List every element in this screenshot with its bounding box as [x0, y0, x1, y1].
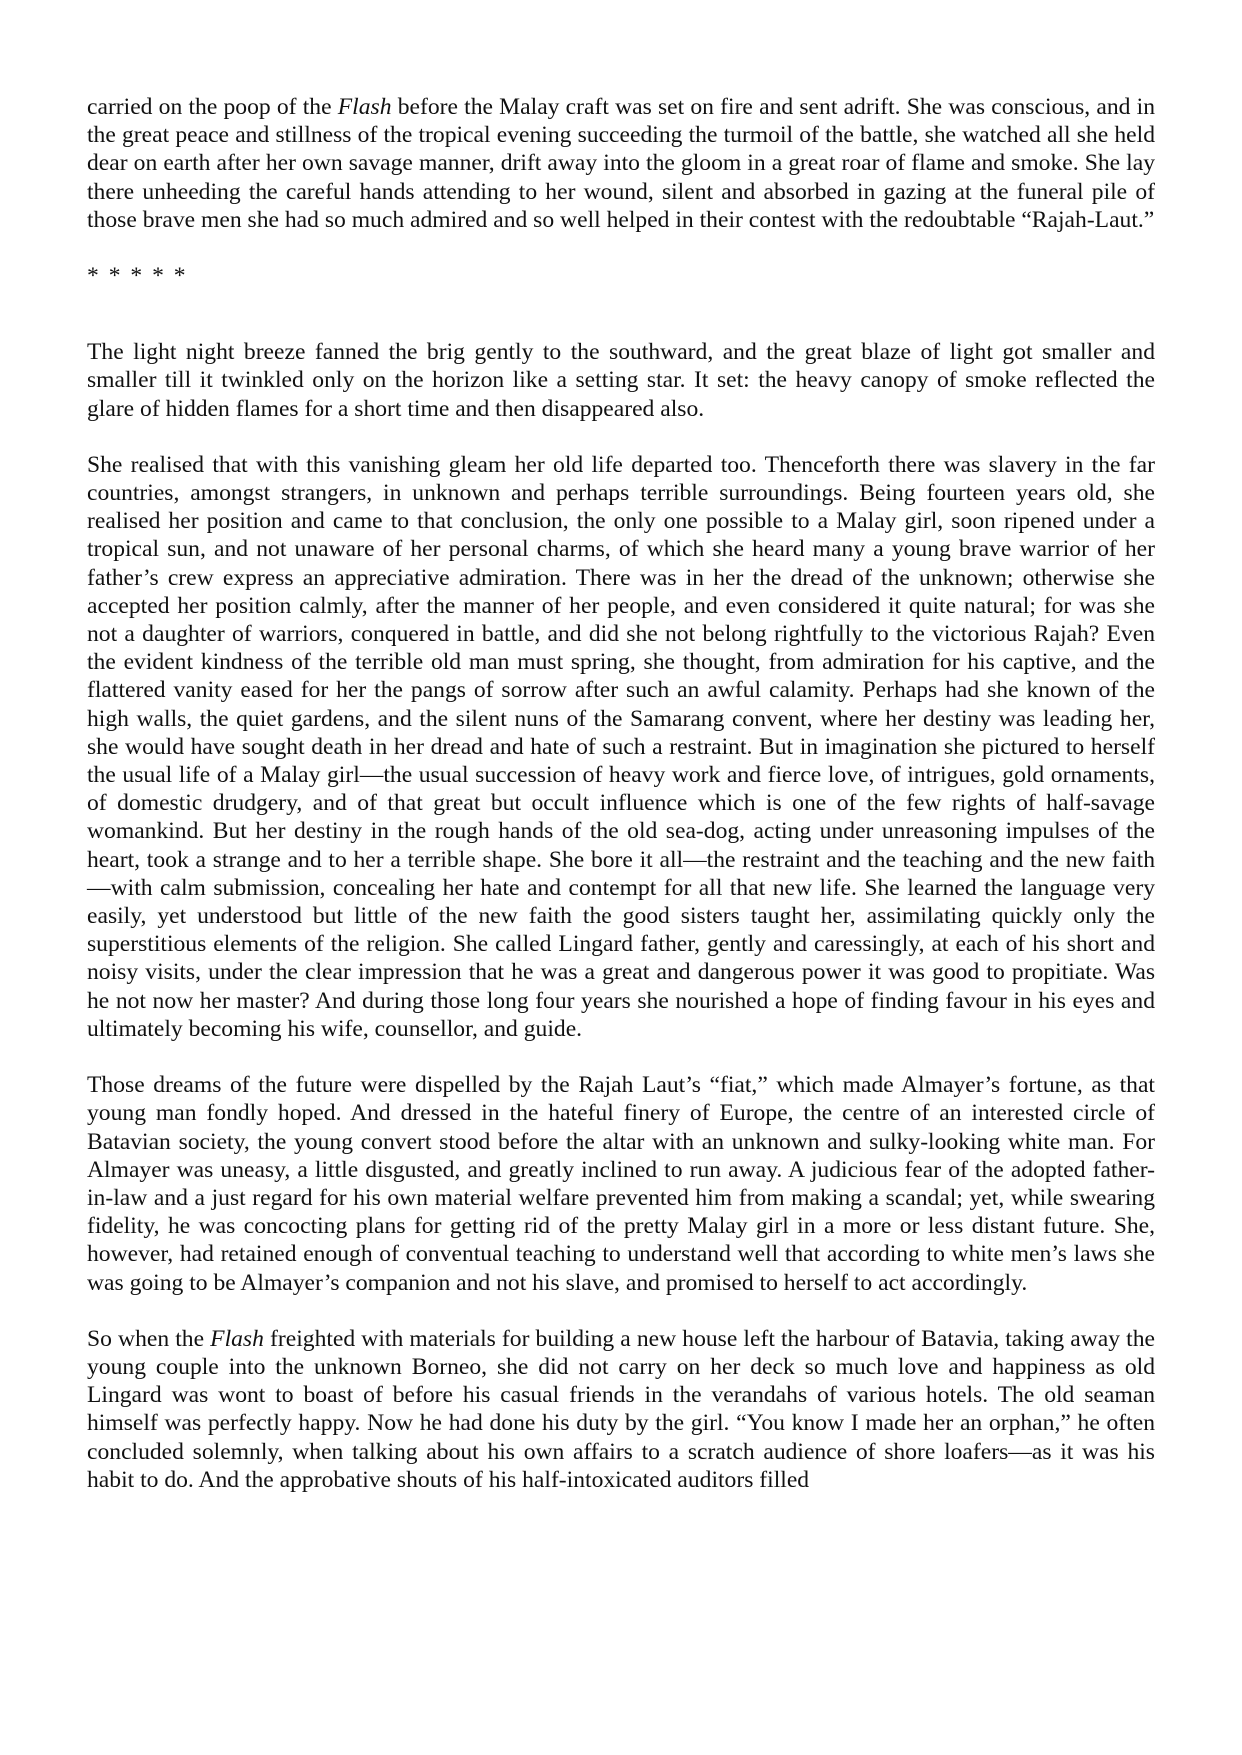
section-break: * * * * * — [87, 263, 188, 290]
paragraph-4 — [87, 1071, 1155, 1297]
paragraph-1-text-2: before the Malay craft was set on fire and sent adrift. She was conscious, and in the great peace and stillness of the tropical evening succeeding the turmoil of the battle, she watched all she held dear on earth after her own savage manner, drift away into the gloom in a great roar of flame and smoke. She lay there unheeding the careful hands attending to her wound, silent and absorbed in gazing at the funeral pile of those brave men she had so much admired and so well helped in their contest with the redoubtable “Rajah-Laut.” — [87, 94, 1155, 233]
paragraph-5 — [87, 1325, 1155, 1494]
ship-name-flash: Flash — [337, 94, 392, 120]
paragraph-2-text: The light night breeze fanned the brig gently to the southward, and the great blaze of light got smaller and smaller till it twinkled only on the horizon like a setting star. It set: the heavy canopy of smoke reflected the glare of hidden flames for a short time and then disappeared also. — [87, 339, 1155, 422]
document-page — [87, 93, 1155, 1494]
paragraph-2 — [87, 338, 1155, 423]
paragraph-1 — [87, 93, 1155, 234]
paragraph-4-text: Those dreams of the future were dispelled by the Rajah Laut’s “fiat,” which made Almayer’s fortune, as that young man fondly hoped. And dressed in the hateful finery of Europe, the centre of an interested circle of Batavian society, the young convert stood before the altar with an unknown and sulky-looking white man. For Almayer was uneasy, a little disgusted, and greatly inclined to run away. A judicious fear of the adopted father-in-law and a just regard for his own material welfare prevented him from making a scandal; yet, while swearing fidelity, he was concocting plans for getting rid of the pretty Malay girl in a more or less distant future. She, however, had retained enough of conventual teaching to understand well that according to white men’s laws she was going to be Almayer’s companion and not his slave, and promised to herself to act accordingly. — [87, 1072, 1155, 1296]
paragraph-5-text-1: So when the — [87, 1325, 211, 1352]
paragraph-5-text-2: freighted with materials for building a new house left the harbour of Batavia, taking away the young couple into the unknown Borneo, she did not carry on her deck so much love and happiness as old Lingard was wont to boast of before his casual friends in the verandahs of various hotels. The old seaman himself was perfectly happy. Now he had done his duty by the girl. “You know I made her an orphan,” he often concluded solemnly, when talking about his own affairs to a scratch audience of shore loafers—as it was his habit to do. And the approbative shouts of his half-intoxicated auditors filled — [87, 1325, 1155, 1493]
ship-name-flash: Flash — [210, 1325, 264, 1352]
paragraph-1-text-1: carried on the poop of the — [87, 94, 338, 120]
paragraph-3-text: She realised that with this vanishing gleam her old life departed too. Thenceforth there was slavery in the far countries, amongst strangers, in unknown and perhaps terrible surroundings. Being fourteen years old, she realised her position and came to that conclusion, the only one possible to a Malay girl, soon ripened under a tropical sun, and not unaware of her personal charms, of which she heard many a young brave warrior of her father’s crew express an appreciative admiration. There was in her the dread of the unknown; otherwise she accepted her position calmly, after the manner of her people, and even considered it quite natural; for was she not a daughter of warriors, conquered in battle, and did she not belong rightfully to the victorious Rajah? Even the evident kindness of the terrible old man must spring, she thought, from admiration for his captive, and the flattered vanity eased for her the pangs of sorrow after such an awful calamity. Perhaps had she known of the high walls, the quiet gardens, and the silent nuns of the Samarang convent, where her destiny was leading her, she would have sought death in her dread and hate of such a restraint. But in imagination she pictured to herself the usual life of a Malay girl—the usual succession of heavy work and fierce love, of intrigues, gold ornaments, of domestic drudgery, and of that great but occult influence which is one of the few rights of half-savage womankind. But her destiny in the rough hands of the old sea-dog, acting under unreasoning impulses of the heart, took a strange and to her a terrible shape. She bore it all—the restraint and the teaching and the new faith—with calm submission, concealing her hate and contempt for all that new life. She learned the language very easily, yet understood but little of the new faith the good sisters taught her, assimilating quickly only the superstitious elements of the religion. She called Lingard father, gently and caressingly, at each of his short and noisy visits, under the clear impression that he was a great and dangerous power it was good to propitiate. Was he not now her master? And during those long four years she nourished a hope of finding favour in his eyes and ultimately becoming his wife, counsellor, and guide. — [87, 451, 1155, 1042]
paragraph-3 — [87, 451, 1155, 1043]
